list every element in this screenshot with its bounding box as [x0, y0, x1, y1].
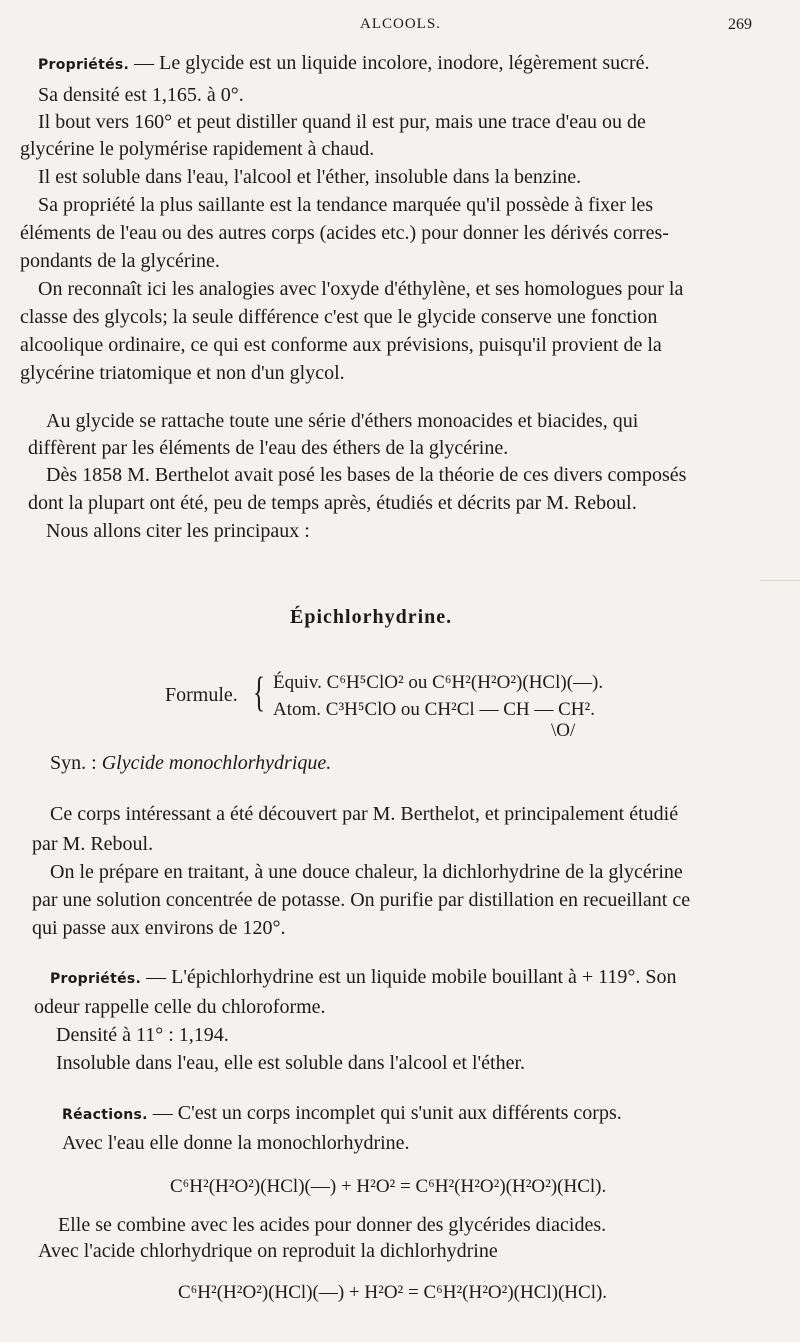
text-line: par M. Reboul.	[32, 833, 154, 855]
line-text: — Le glycide est un liquide incolore, inodore, légèrement sucré.	[129, 52, 650, 74]
text-line: Il est soluble dans l'eau, l'alcool et l'éther, insoluble dans la benzine.	[38, 166, 582, 188]
text-line: éléments de l'eau ou des autres corps (acides etc.) pour donner les dérivés corres-	[20, 222, 669, 244]
running-header	[0, 16, 800, 38]
text-line: On reconnaît ici les analogies avec l'oxyde d'éthylène, et ses homologues pour la	[38, 278, 684, 300]
syn-label: Syn. :	[50, 752, 102, 774]
text-line: odeur rappelle celle du chloroforme.	[34, 996, 326, 1018]
line-text: — C'est un corps incomplet qui s'unit aux différents corps.	[147, 1102, 622, 1124]
text-line: Avec l'acide chlorhydrique on reproduit la dichlorhydrine	[38, 1240, 498, 1262]
formula-atom: Atom. C³H⁵ClO ou CH²Cl — CH — CH².	[273, 699, 595, 720]
text-line: On le prépare en traitant, à une douce chaleur, la dichlorhydrine de la glycérine	[50, 861, 683, 883]
text-line: classe des glycols; la seule différence c'est que le glycide conserve une fonction	[20, 306, 658, 328]
text-line: dont la plupart ont été, peu de temps après, étudiés et décrits par M. Reboul.	[28, 492, 637, 514]
formula-block	[165, 672, 685, 750]
text-line: Insoluble dans l'eau, elle est soluble dans l'alcool et l'éther.	[56, 1052, 526, 1074]
equation: C⁶H²(H²O²)(HCl)(—) + H²O² = C⁶H²(H²O²)(HCl)(HCl).	[178, 1282, 608, 1303]
text-line: Nous allons citer les principaux :	[46, 520, 310, 542]
text-line	[62, 1102, 622, 1125]
text-line: Ce corps intéressant a été découvert par M. Berthelot, et principalement étudié	[50, 803, 679, 825]
text-line: Il bout vers 160° et peut distiller quand il est pur, mais une trace d'eau ou de	[38, 111, 646, 133]
text-line: pondants de la glycérine.	[20, 250, 220, 272]
formula-bridge: \O/	[551, 720, 576, 741]
text-line: glycérine triatomique et non d'un glycol.	[20, 362, 345, 384]
text-line: qui passe aux environs de 120°.	[32, 917, 286, 939]
text-line: alcoolique ordinaire, ce qui est conforme aux prévisions, puisqu'il provient de la	[20, 334, 662, 356]
text-line: Avec l'eau elle donne la monochlorhydrine.	[62, 1132, 410, 1154]
text-line: Sa propriété la plus saillante est la tendance marquée qu'il possède à fixer les	[38, 194, 654, 216]
text-line: Dès 1858 M. Berthelot avait posé les bases de la théorie de ces divers composés	[46, 464, 687, 486]
run-in-heading: Propriétés.	[38, 57, 130, 73]
bleed-through-rule	[760, 580, 800, 581]
text-line: par une solution concentrée de potasse. On purifie par distillation en recueillant ce	[32, 889, 691, 911]
synonym-line	[50, 752, 331, 775]
text-line	[50, 966, 677, 989]
text-line: diffèrent par les éléments de l'eau des éthers de la glycérine.	[28, 437, 509, 459]
formula-label: Formule.	[165, 684, 238, 706]
formula-brace: {	[253, 670, 266, 716]
run-in-heading: Propriétés.	[50, 971, 142, 987]
header-title: ALCOOLS.	[360, 16, 441, 32]
formula-equiv: Équiv. C⁶H⁵ClO² ou C⁶H²(H²O²)(HCl)(—).	[273, 672, 604, 693]
page-number: 269	[728, 16, 752, 33]
line-text: — L'épichlorhydrine est un liquide mobile bouillant à + 119°. Son	[141, 966, 677, 988]
text-line	[38, 52, 650, 75]
equation: C⁶H²(H²O²)(HCl)(—) + H²O² = C⁶H²(H²O²)(H²O²)(HCl).	[170, 1176, 607, 1197]
text-line: glycérine le polymérise rapidement à chaud.	[20, 138, 375, 160]
syn-value: Glycide monochlorhydrique.	[101, 752, 332, 774]
section-heading: Épichlorhydrine.	[290, 606, 453, 628]
text-line: Au glycide se rattache toute une série d'éthers monoacides et biacides, qui	[46, 410, 639, 432]
text-line: Densité à 11° : 1,194.	[56, 1024, 229, 1046]
run-in-heading: Réactions.	[62, 1107, 148, 1123]
text-line: Sa densité est 1,165. à 0°.	[38, 84, 244, 106]
text-line: Elle se combine avec les acides pour donner des glycérides diacides.	[58, 1214, 607, 1236]
